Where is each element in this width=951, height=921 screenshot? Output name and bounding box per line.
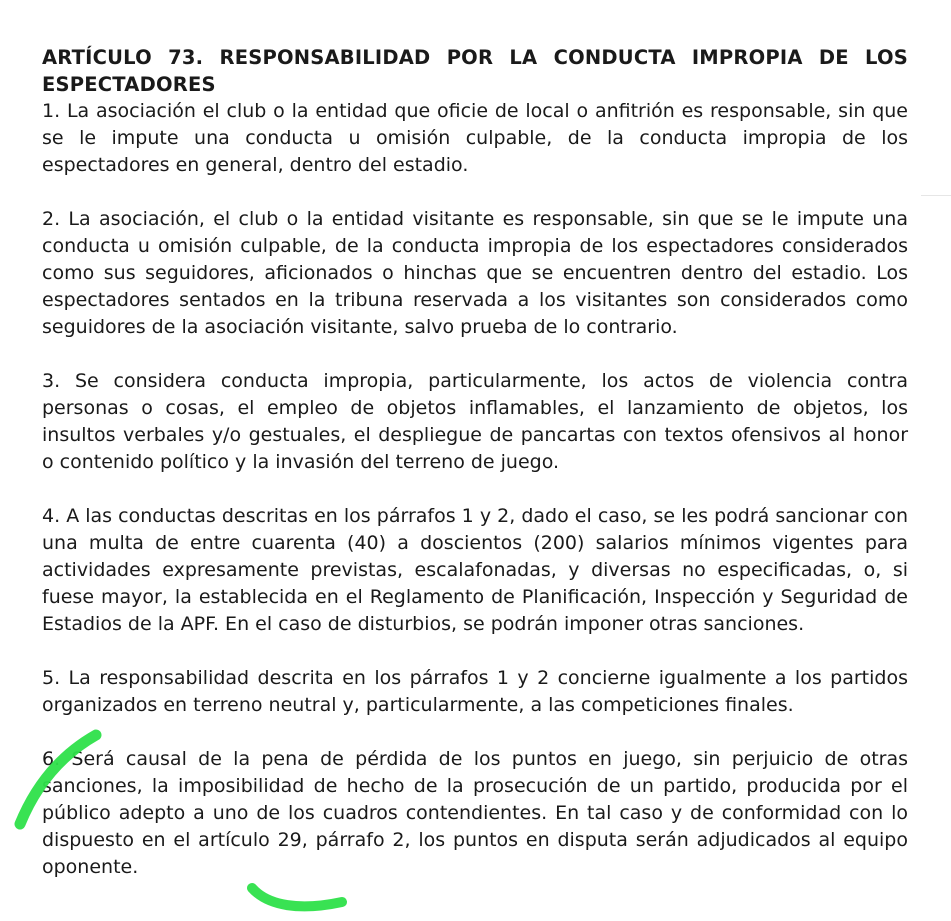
paragraph-1: 1. La asociación el club o la entidad que oficie de local o anfitrión es responsable, sin que se le impute una conducta u omisión culpable, de la conducta impropia de los espectadores en general, dentro del estadio. xyxy=(42,100,908,176)
paragraph-6: 6. Será causal de la pena de pérdida de los puntos en juego, sin perjuicio de otras sanciones, la imposibilidad de hecho de la prosecución de un partido, producida por el público adepto a uno de los cuadros contendientes. En tal caso y de conformidad con lo dispuesto en el artículo 29, párrafo 2, los puntos en disputa serán adjudicados al equipo oponente. xyxy=(42,748,908,878)
paragraph-2: 2. La asociación, el club o la entidad visitante es responsable, sin que se le impute una conducta u omisión culpable, de la conducta impropia de los espectadores considerados como sus seguidores, aficionados o hinchas que se encuentren dentro del estadio. Los espectadores sentados en la tribuna reservada a los visitantes son considerados como seguidores de la asociación visitante, salvo prueba de lo contrario. xyxy=(42,208,908,338)
paragraph-4: 4. A las conductas descritas en los párrafos 1 y 2, dado el caso, se les podrá sancionar con una multa de entre cuarenta (40) a doscientos (200) salarios mínimos vigentes para actividades expresamente previstas, escalafonadas, y diversas no especificadas, o, si fuese mayor, la establecida en el Reglamento de Planificación, Inspección y Seguridad de Estadios de la APF. En el caso de disturbios, se podrán imponer otras sanciones. xyxy=(42,505,908,635)
paragraph-5: 5. La responsabilidad descrita en los párrafos 1 y 2 concierne igualmente a los partidos organizados en terreno neutral y, particularmente, a las competiciones finales. xyxy=(42,667,908,716)
paragraph-3: 3. Se considera conducta impropia, particularmente, los actos de violencia contra personas o cosas, el empleo de objetos inflamables, el lanzamiento de objetos, los insultos verbales y/o gestuales, el despliegue de pancartas con textos ofensivos al honor o contenido político y la invasión del terreno de juego. xyxy=(42,370,908,473)
article-title: ARTÍCULO 73. RESPONSABILIDAD POR LA CONDUCTA IMPROPIA DE LOS ESPECTADORES xyxy=(42,46,908,96)
article-document xyxy=(42,44,908,908)
page-edge-mark xyxy=(921,195,951,196)
